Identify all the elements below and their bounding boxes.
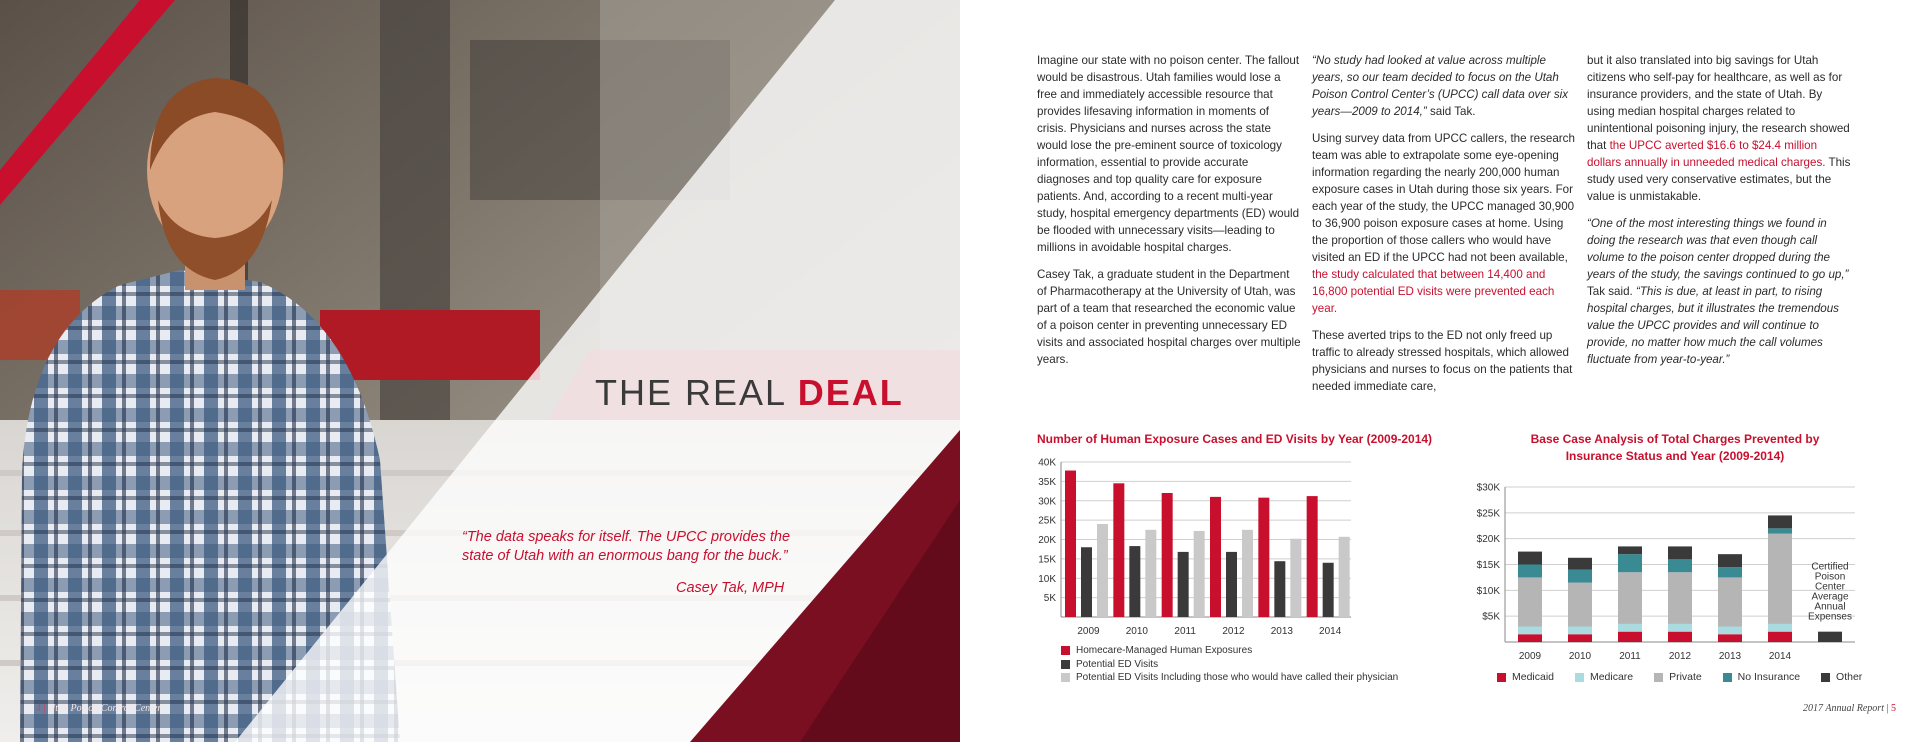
page-number-right: 5 <box>1891 703 1896 714</box>
legend-label: Homecare-Managed Human Exposures <box>1076 645 1253 656</box>
legend-item <box>1061 658 1398 672</box>
stacked-bar-segment <box>1718 577 1742 626</box>
y-tick-label: $20K <box>1476 534 1500 546</box>
annotation-label: Expenses <box>1808 611 1852 623</box>
legend-label: Potential ED Visits Including those who would have called their physician <box>1076 672 1399 683</box>
legend-label: Potential ED Visits <box>1076 658 1159 670</box>
stacked-bar-segment <box>1568 570 1592 583</box>
bar <box>1290 539 1301 617</box>
bar <box>1226 552 1237 617</box>
bar <box>1081 547 1092 617</box>
legend-label: Medicaid <box>1512 671 1555 683</box>
paragraph <box>1312 52 1576 120</box>
legend-swatch <box>1575 673 1584 682</box>
y-tick-label: 10K <box>1038 573 1056 585</box>
bar <box>1065 471 1076 617</box>
stacked-bar-segment <box>1668 624 1692 632</box>
bar <box>1307 496 1318 617</box>
headline-strong: DEAL <box>797 372 904 413</box>
stacked-bar-segment <box>1518 634 1542 642</box>
y-tick-label: $10K <box>1476 585 1500 597</box>
page-number-left: 4 <box>36 703 41 714</box>
x-tick-label: 2009 <box>1077 626 1100 637</box>
stacked-bar-segment <box>1718 634 1742 642</box>
legend-item <box>1821 671 1862 683</box>
annotation-label: Center <box>1814 581 1846 593</box>
x-tick-label: 2014 <box>1319 626 1342 637</box>
pull-quote: “The data speaks for itself. The UPCC provides the state of Utah with an enormous bang for the buck.” <box>462 529 791 564</box>
stacked-bar-segment <box>1618 572 1642 624</box>
charts-prevented-chart <box>1465 466 1885 666</box>
x-tick-label: 2012 <box>1222 626 1245 637</box>
y-tick-label: $15K <box>1476 560 1500 571</box>
paragraph: These averted trips to the ED not only freed up traffic to already stressed hospitals, which allowed physicians and nurses to focus on the patients that needed immediate care, <box>1312 329 1573 393</box>
paragraph: Imagine our state with no poison center. The fallout would be disastrous. Utah families would lose a free and immediately accessible resource that provides lifesaving information in moments of crisis. Physicians and nurses across the state would lose the pre-eminent source of toxicology information, essential to provide accurate diagnoses and top quality care for exposure patients. And, according to a recent multi-year study, hospital emergency departments (ED) would be flooded with unnecessary visits—leading to millions in avoidable hospital charges. <box>1037 54 1300 254</box>
chart2-title: Base Case Analysis of Total Charges Prevented by Insurance Status and Year (2009-2014) <box>1530 432 1820 463</box>
legend-swatch <box>1497 673 1506 682</box>
legend-swatch <box>1061 673 1070 682</box>
legend-swatch <box>1654 673 1663 682</box>
x-tick-label: 2013 <box>1718 651 1742 662</box>
stacked-bar-segment <box>1518 552 1542 565</box>
annotation-label: Poison <box>1814 571 1846 583</box>
stacked-bar-segment <box>1768 528 1792 533</box>
legend-label: No Insurance <box>1737 671 1801 683</box>
y-tick-label: 35K <box>1038 476 1056 488</box>
stacked-bar-segment <box>1518 627 1542 635</box>
bar <box>1178 552 1189 617</box>
attribution-text: Tak said. <box>1587 285 1636 298</box>
legend-label: Other <box>1836 671 1863 683</box>
stacked-bar-segment <box>1768 515 1792 528</box>
y-tick-label: 5K <box>1043 593 1056 605</box>
paragraph <box>1312 130 1576 317</box>
y-tick-label: 30K <box>1038 496 1056 508</box>
stacked-bar-segment <box>1668 559 1692 572</box>
quote-text: “This is due, at least in part, to rising hospital charges, but it illustrates the tremendous value the UPCC provides and will continue to provide, no matter how much the call volumes fluctuate from year-to-year.” <box>1587 285 1839 366</box>
annotation-label: Average <box>1811 591 1849 603</box>
bar <box>1162 493 1173 617</box>
y-tick-label: 20K <box>1038 535 1056 546</box>
x-tick-label: 2010 <box>1125 626 1148 637</box>
stacked-bar-segment <box>1718 627 1742 635</box>
legend-label: Medicare <box>1589 671 1634 683</box>
attribution-text: said Tak. <box>1426 105 1476 118</box>
bar <box>1129 546 1140 617</box>
legend-swatch <box>1061 660 1070 669</box>
paragraph <box>1587 52 1851 205</box>
stacked-bar-segment <box>1768 534 1792 624</box>
stacked-bar-segment <box>1618 546 1642 554</box>
bar <box>1242 530 1253 617</box>
y-tick-label: 25K <box>1038 515 1056 527</box>
stacked-bar-segment <box>1568 583 1592 627</box>
page-headline <box>595 372 904 414</box>
stacked-bar-segment <box>1618 632 1642 642</box>
bar <box>1339 537 1350 617</box>
legend-item <box>1497 671 1554 683</box>
paragraph <box>1587 215 1851 368</box>
quote-text: “One of the most interesting things we found in doing the research was that even though call volume to the poison center dropped during the years of the study, the savings continued to go up,” <box>1587 217 1849 281</box>
legend-swatch <box>1821 673 1830 682</box>
x-tick-label: 2014 <box>1768 651 1792 662</box>
annotation-label: Annual <box>1814 601 1846 613</box>
right-page <box>960 0 1920 742</box>
exposure-cases-chart <box>1023 452 1363 642</box>
stacked-bar-segment <box>1568 634 1592 642</box>
stacked-bar-segment <box>1618 554 1642 572</box>
text-column-3 <box>1587 52 1851 378</box>
pull-quote-author: Casey Tak, MPH <box>676 580 785 596</box>
annotation-label: Certified <box>1811 561 1849 573</box>
stacked-bar-segment <box>1568 558 1592 570</box>
y-tick-label: $25K <box>1476 508 1500 520</box>
chart1-title: Number of Human Exposure Cases and ED Visits by Year (2009-2014) <box>1037 432 1433 446</box>
footer-right <box>1803 703 1896 714</box>
text-column-2 <box>1312 52 1576 405</box>
bar <box>1097 524 1108 617</box>
legend-item <box>1723 671 1800 683</box>
footer-title-right: 2017 Annual Report <box>1803 703 1884 714</box>
paragraph: Casey Tak, a graduate student in the Department of Pharmacotherapy at the University of Utah, was part of a team that researched the economic value of a poison center in preventing unnecessary ED visits and associated hospital charges over multiple years. <box>1037 268 1301 366</box>
highlight-text: the UPCC averted $16.6 to $24.4 million dollars annually in unneeded medical charges. <box>1587 139 1826 169</box>
stacked-bar-segment <box>1718 554 1742 567</box>
stacked-bar-segment <box>1768 624 1792 632</box>
stacked-bar-segment <box>1668 572 1692 624</box>
x-tick-label: 2012 <box>1668 651 1692 662</box>
bar <box>1194 531 1205 617</box>
quote-text: “No study had looked at value across multiple years, so our team decided to focus on the Utah Poison Control Center’s (UPCC) call data over six years—2009 to 2014,” <box>1312 54 1569 118</box>
y-tick-label: $30K <box>1476 482 1500 494</box>
footer-separator-left: | <box>43 703 46 714</box>
footer-title-left: Utah Poison Control Center <box>48 703 162 714</box>
bar <box>1258 498 1269 617</box>
bar <box>1210 497 1221 617</box>
x-tick-label: 2011 <box>1619 651 1641 662</box>
x-tick-label: 2010 <box>1568 651 1592 662</box>
legend-item <box>1575 671 1633 683</box>
footer-left <box>36 703 161 714</box>
stacked-bar-segment <box>1768 632 1792 642</box>
stacked-bar-segment <box>1518 577 1542 626</box>
stacked-bar-segment <box>1568 627 1592 635</box>
footer-separator-right: | <box>1886 703 1889 714</box>
stacked-bar-segment <box>1668 632 1692 642</box>
x-tick-label: 2011 <box>1174 626 1196 637</box>
headline-light: THE REAL <box>595 372 786 413</box>
legend-label: Private <box>1669 671 1702 683</box>
legend-swatch <box>1723 673 1732 682</box>
x-tick-label: 2009 <box>1518 651 1542 662</box>
bar <box>1145 530 1156 617</box>
stacked-bar-segment <box>1518 565 1542 578</box>
chart1-legend <box>1061 644 1398 685</box>
y-tick-label: 40K <box>1038 457 1056 469</box>
text-column-1 <box>1037 52 1301 378</box>
body-text: Using survey data from UPCC callers, the research team was able to extrapolate some eye-opening information regarding the nearly 200,000 human exposure cases in Utah during those six years. For each year of the study, the UPCC managed 30,900 to 36,900 poison exposure cases at home. Using the proportion of those callers who would have visited an ED if the UPCC had not been available, <box>1312 132 1575 264</box>
chart2-legend <box>1497 671 1880 685</box>
x-tick-label: 2013 <box>1270 626 1293 637</box>
bar <box>1323 563 1334 617</box>
bar <box>1274 561 1285 617</box>
legend-swatch <box>1061 646 1070 655</box>
stacked-bar-segment <box>1618 624 1642 632</box>
y-tick-label: $5K <box>1482 611 1500 623</box>
highlight-text: the study calculated that between 14,400 and 16,800 potential ED visits were prevented each year. <box>1312 268 1555 315</box>
legend-item <box>1061 644 1398 658</box>
stacked-bar-segment <box>1718 567 1742 577</box>
bar <box>1113 483 1124 617</box>
body-text: This study used very conservative estimates, but the value is unmistakable. <box>1587 156 1851 203</box>
legend-item <box>1061 671 1398 685</box>
body-text: but it also translated into big savings for Utah citizens who self-pay for healthcare, as well as for insurance providers, and the state of Utah. By using median hospital charges related to unintentional poisoning injury, the research showed that <box>1587 54 1850 152</box>
stacked-bar-segment <box>1668 546 1692 559</box>
y-tick-label: 15K <box>1038 554 1056 566</box>
legend-item <box>1654 671 1702 683</box>
stacked-bar-segment <box>1818 632 1842 642</box>
